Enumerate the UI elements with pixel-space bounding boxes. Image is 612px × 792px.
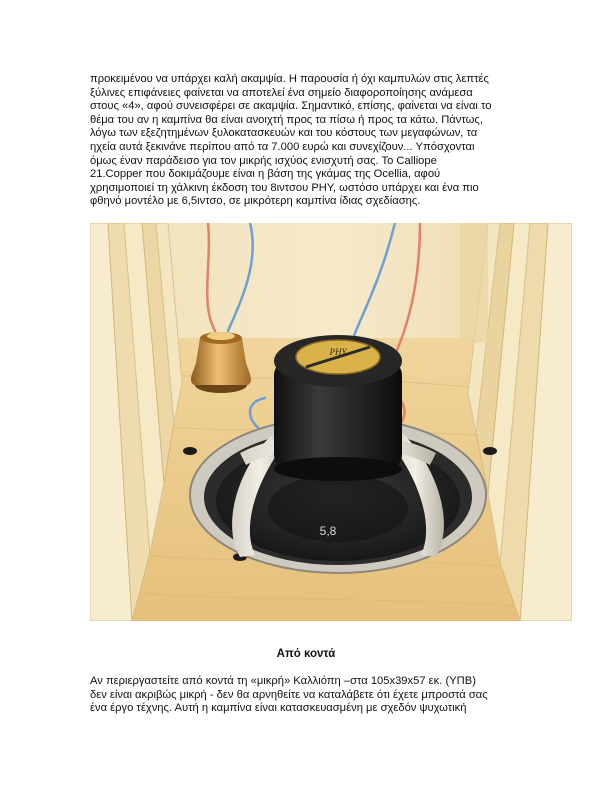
text-line: φθηνό μοντέλο με 6,5ιντσο, σε μικρότερη καμπίνα ίδιας σχεδίασης. (90, 195, 421, 208)
text-line: 21.Copper που δοκιμάζουμε είναι η βάση της γκάμας της Ocellia, αφού (90, 168, 441, 181)
cone-marking: 5,8 (319, 524, 337, 538)
text-line: θέμα του αν η καμπίνα θα είναι ανοιχτή προς τα πίσω ή προς τα κάτω. Πάντως, (90, 113, 483, 126)
text-line: χρησιμοποιεί τη χάλκινη έκδοση του 8ιντσου PHY, ωστόσο υπάρχει και ένα πιο (90, 181, 479, 194)
copper-tweeter (191, 332, 251, 393)
text-line: λόγω των εξεζητημένων ξυλοκατασκευών και του κόστους των μεγαφώνων, τα (90, 127, 478, 140)
text-line: ένα έργο τέχνης. Αυτή η καμπίνα είναι κατασκευασμένη με σχεδόν ψυχωτική (90, 702, 467, 715)
text-line: όμως έναν παράδεισο για τον μικρής ισχύος ενισχυτή σας. Το Calliope (90, 154, 437, 167)
text-line: δεν είναι ακριβώς μικρή - δεν θα αρνηθείτε να καταλάβετε ότι έχετε μπροστά σας (90, 688, 488, 701)
magnet-label: PHY (329, 347, 347, 357)
text-line: ηχεία αυτά ξεκινάνε περίπου από τα 7.000 ευρώ και συνεχίζουν... Υπόσχονται (90, 140, 475, 153)
text-line: στους «4», αφού συνεισφέρει σε ακαμψία. Σημαντικό, επίσης, φαίνεται να είναι το (90, 100, 492, 113)
speaker-photo (90, 223, 572, 621)
speaker-photo-illustration (90, 223, 572, 621)
text-line: ξύλινες επιφάνειες φαίνεται να αποτελεί ένα σημείο διαφοροποίησης ανάμεσα (90, 86, 473, 99)
article-paragraph-top (90, 73, 530, 209)
text-line: Αν περιεργαστείτε από κοντά τη «μικρή» Καλλιόπη –στα 105x39x57 εκ. (ΥΠΒ) (90, 675, 476, 687)
section-heading: Από κοντά (276, 648, 336, 660)
article-paragraph-bottom (90, 675, 530, 716)
text-line: προκειμένου να υπάρχει καλή ακαμψία. Η παρουσία ή όχι καμπυλών στις λεπτές (90, 73, 489, 85)
